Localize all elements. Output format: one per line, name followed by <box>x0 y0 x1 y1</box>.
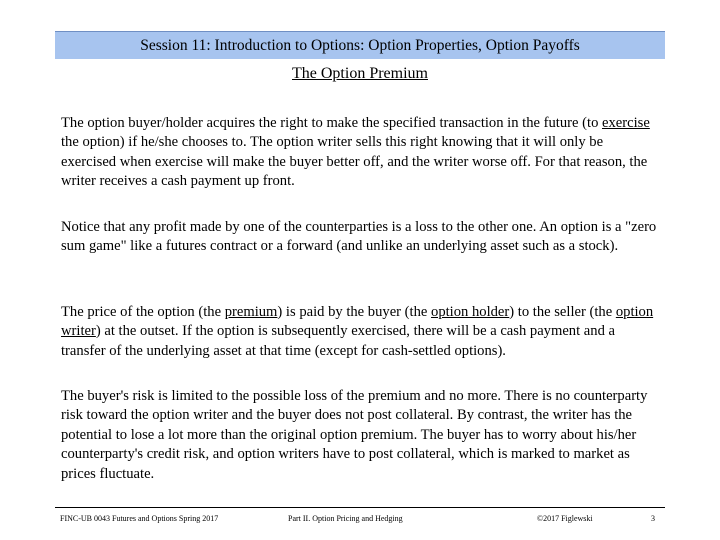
session-title: Session 11: Introduction to Options: Option Properties, Option Payoffs <box>140 36 580 54</box>
paragraph-option-buyer <box>61 114 661 192</box>
text-run: ) at the outset. If the option is subsequently exercised, there will be a cash payment and a transfer of the underlying asset at that time (except for cash-settled options). <box>61 323 615 359</box>
footer-copyright: ©2017 Figlewski <box>537 514 593 523</box>
footer-page-number: 3 <box>651 514 655 523</box>
paragraph-buyer-risk <box>61 387 661 484</box>
slide-title: The Option Premium <box>292 65 428 82</box>
text-run: ) to the seller (the <box>509 304 616 320</box>
footer-part: Part II. Option Pricing and Hedging <box>288 514 403 523</box>
text-run: the option) if he/she chooses to. The option writer sells this right knowing that it will only be exercised when exercise will make the buyer better off, and the writer worse off. For that reason, the writer receives a cash payment up front. <box>61 134 648 190</box>
text-run: The option buyer/holder acquires the right to make the specified transaction in the future (to <box>61 115 603 131</box>
paragraph-option-price <box>61 303 661 361</box>
term-option-writer: option writer <box>61 304 654 340</box>
session-header <box>55 31 665 59</box>
text-run: The buyer's risk is limited to the possible loss of the premium and no more. There is no counterparty risk toward the option writer and the buyer does not post collateral. By contrast, the writer has the potential to lose a lot more than the original option premium. The buyer has to worry about his/her counterparty's credit risk, and option writers have to post collateral, which is marked to market as prices fluctuate. <box>61 388 648 482</box>
text-run: The price of the option (the <box>61 304 225 320</box>
text-run: ) is paid by the buyer (the <box>277 304 432 320</box>
term-exercise: exercise <box>602 115 650 131</box>
footer-divider <box>55 507 665 508</box>
text-run: Notice that any profit made by one of the counterparties is a loss to the other one. An option is a "zero sum game" like a futures contract or a forward (and unlike an underlying asset such as a stock). <box>61 219 657 255</box>
term-premium: premium <box>224 304 278 320</box>
paragraph-zero-sum <box>61 218 661 257</box>
footer-course: FINC-UB 0043 Futures and Options Spring 2017 <box>60 514 219 523</box>
term-option-holder: option holder <box>431 304 510 320</box>
